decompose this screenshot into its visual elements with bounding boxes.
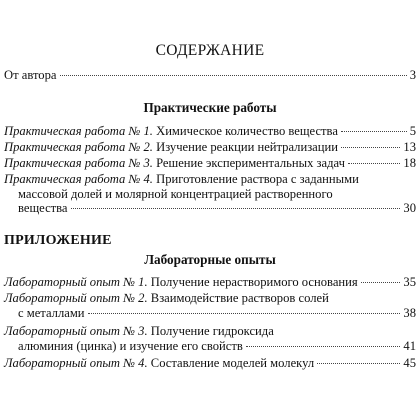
dot-leader bbox=[60, 75, 407, 76]
entry-title: Приготовление раствора с заданными bbox=[156, 172, 359, 186]
page-number: 35 bbox=[403, 275, 416, 289]
entry-title: Получение нерастворимого основания bbox=[150, 275, 358, 289]
toc-entry-lab-4[interactable] bbox=[4, 356, 416, 371]
page-number: 45 bbox=[403, 356, 416, 370]
entry-label: Лабораторный опыт № 3. bbox=[4, 324, 148, 338]
toc-entry-lab-2[interactable] bbox=[4, 291, 416, 320]
entry-label: Лабораторный опыт № 4. bbox=[4, 356, 148, 370]
entry-title-cont: массовой долей и молярной концентрацией растворенного bbox=[18, 186, 333, 201]
entry-title: Взаимодействие растворов солей bbox=[150, 291, 329, 305]
toc-entry-lab-1[interactable] bbox=[4, 275, 416, 290]
dot-leader bbox=[246, 346, 401, 347]
dot-leader bbox=[341, 147, 400, 148]
entry-title-cont: вещества bbox=[18, 201, 68, 215]
page-number: 38 bbox=[403, 305, 416, 320]
page-number: 5 bbox=[409, 124, 416, 138]
entry-label: Лабораторный опыт № 1. bbox=[4, 275, 148, 289]
page-number: 30 bbox=[403, 201, 416, 215]
entry-title: Изучение реакции нейтрализации bbox=[156, 140, 338, 154]
entry-title: Химическое количество вещества bbox=[156, 124, 338, 138]
dot-leader bbox=[71, 208, 401, 209]
section-heading-practical: Практические работы bbox=[143, 100, 277, 115]
page-number: 41 bbox=[403, 338, 416, 353]
toc-entry-practical-4[interactable] bbox=[4, 172, 416, 216]
section-heading-lab: Лабораторные опыты bbox=[144, 252, 276, 267]
dot-leader bbox=[361, 282, 401, 283]
entry-title-cont: с металлами bbox=[18, 305, 85, 320]
entry-label: Практическая работа № 3. bbox=[4, 156, 153, 170]
dot-leader bbox=[317, 363, 400, 364]
entry-label: Лабораторный опыт № 2. bbox=[4, 291, 148, 305]
toc-entry-practical-1[interactable] bbox=[4, 124, 416, 139]
page-number: 18 bbox=[403, 156, 416, 170]
toc-entry-intro[interactable] bbox=[4, 68, 416, 83]
toc-entry-lab-3[interactable] bbox=[4, 324, 416, 353]
toc-entry-practical-2[interactable] bbox=[4, 140, 416, 155]
toc-entry-text: От автора bbox=[4, 68, 57, 82]
dot-leader bbox=[341, 131, 407, 132]
dot-leader bbox=[348, 163, 400, 164]
entry-label: Практическая работа № 1. bbox=[4, 124, 153, 138]
entry-title: Составление моделей молекул bbox=[150, 356, 315, 370]
appendix-heading: ПРИЛОЖЕНИЕ bbox=[4, 233, 112, 248]
page-title: СОДЕРЖАНИЕ bbox=[155, 42, 265, 59]
page-number: 13 bbox=[403, 140, 416, 154]
dot-leader bbox=[88, 313, 401, 314]
entry-label: Практическая работа № 2. bbox=[4, 140, 153, 154]
entry-title: Получение гидроксида bbox=[150, 324, 274, 338]
entry-title: Решение экспериментальных задач bbox=[156, 156, 345, 170]
page-number: 3 bbox=[409, 68, 416, 82]
entry-label: Практическая работа № 4. bbox=[4, 172, 153, 186]
toc-entry-practical-3[interactable] bbox=[4, 156, 416, 171]
entry-title-cont: алюминия (цинка) и изучение его свойств bbox=[18, 338, 243, 353]
